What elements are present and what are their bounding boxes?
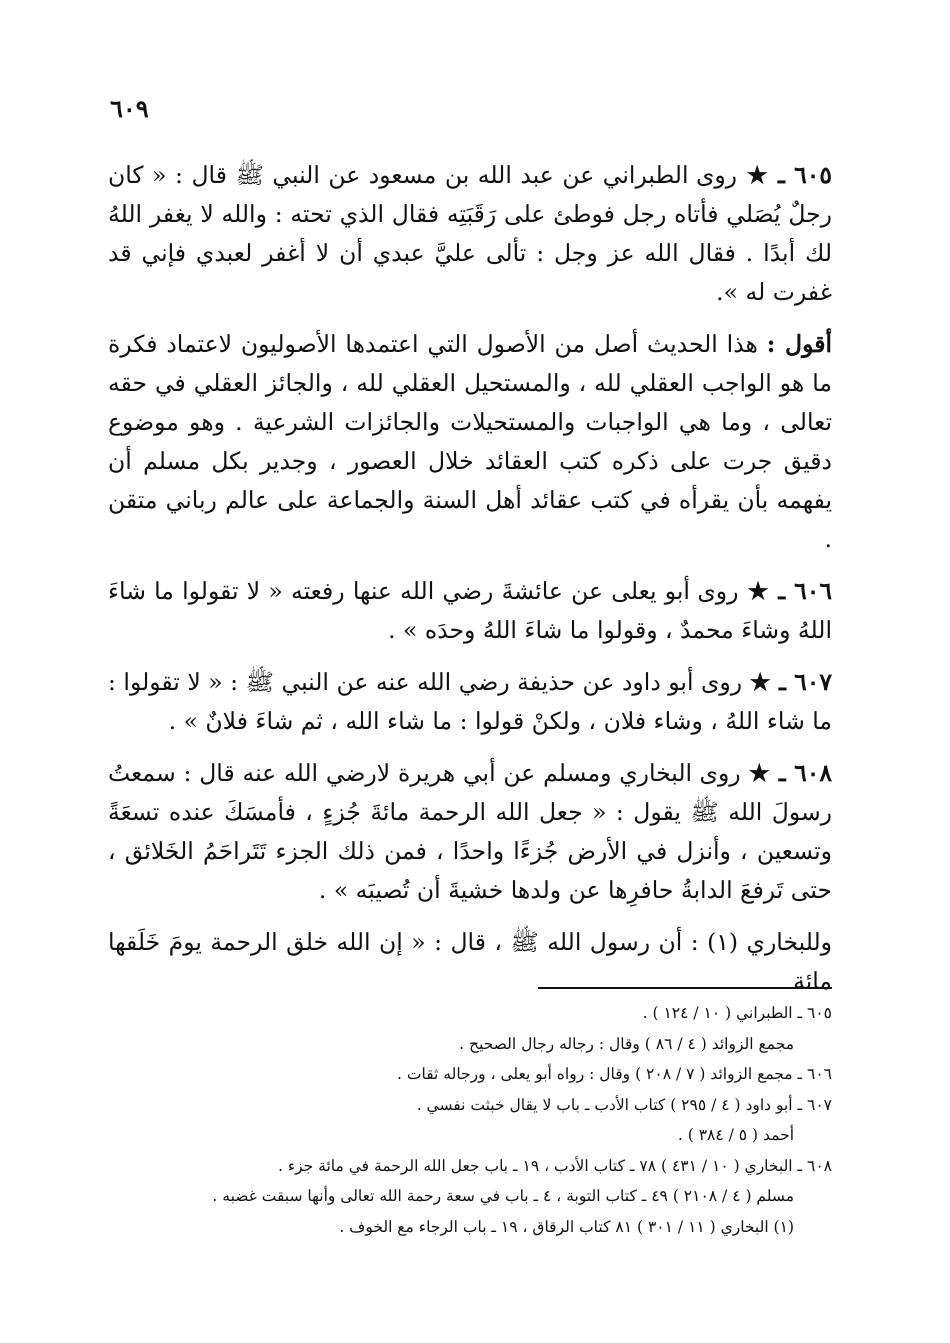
paragraph-text: روى أبو يعلى عن عائشةَ رضي الله عنها رفعته « لا تقولوا ما شاءَ اللهُ وشاءَ محمدٌ ، وقولوا ما شاءَ اللهُ وحدَه » . (108, 577, 832, 644)
paragraph-text: روى الطبراني عن عبد الله بن مسعود عن النبي ﷺ قال : « كان رجلٌ يُصَلي فأتاه رجل فوطئ على رَقَبَتِه فقال الذي تحته : والله لا يغفر اللهُ لك أبدًا . فقال الله عز وجل : تألى عليَّ عبدي أن لا أغفر لعبدي فإني قد غفرت له ». (108, 161, 832, 306)
paragraph-text: وللبخاري (١) : أن رسول الله ﷺ ، قال : « إن الله خلق الرحمة يومَ خَلَقها مائة (108, 928, 832, 995)
main-text (108, 156, 832, 1014)
hadith-number: ٦٠٧ ـ ★ (749, 668, 832, 696)
page-number: ٦٠٩ (110, 94, 149, 123)
paragraph-bukhari (108, 923, 832, 1001)
paragraph-commentary (108, 325, 832, 559)
paragraph-text: هذا الحديث أصل من الأصول التي اعتمدها الأصوليون لاعتماد فكرة ما هو الواجب العقلي لله ، والمستحيل العقلي لله ، والجائز العقلي في حقه تعالى ، وما هي الواجبات والمستحيلات والجائزات الشرعية . وهو موضوع دقيق جرت على ذكره كتب العقائد خلال العصور ، وجدير بكل مسلم أن يفهمه بأن يقرأه في كتب عقائد أهل السنة والجماعة على عالم رباني متقن . (108, 330, 832, 553)
footnote-608-muslim: مسلم ( ٤ / ٢١٠٨ ) ٤٩ ـ كتاب التوبة ، ٤ ـ باب في سعة رحمة الله تعالى وأنها سبقت غضبه . (212, 1187, 794, 1205)
footnote-607: ٦٠٧ ـ أبو داود ( ٤ / ٢٩٥ ) كتاب الأدب ـ باب لا يقال خبثت نفسي . (416, 1095, 832, 1114)
footnote-608: ٦٠٨ ـ البخاري ( ١٠ / ٤٣١ ) ٧٨ ـ كتاب الأدب ، ١٩ ـ باب جعل الله الرحمة في مائة جزء . (277, 1156, 832, 1175)
footnote-606: ٦٠٦ ـ مجمع الزوائد ( ٧ / ٢٠٨ ) وقال : رواه أبو يعلى ، ورجاله ثقات . (397, 1065, 832, 1083)
paragraph-605 (108, 156, 832, 312)
paragraph-text: روى البخاري ومسلم عن أبي هريرة لارضي الله عنه قال : سمعتُ رسولَ الله ﷺ يقول : « جعل الله الرحمة مائةَ جُزءٍ ، فأمسَكَ عنده تسعَةً وتسعين ، وأنزل في الأرض جُزءًا واحدًا ، فمن ذلك الجزء تَتَراحَمُ الخَلائق ، حتى تَرفعَ الدابةُ حافرِها عن ولدها خشيةَ أن تُصيبَه » . (108, 759, 832, 904)
footnote-607-ahmad: أحمد ( ٥ / ٣٨٤ ) . (677, 1126, 794, 1144)
paragraph-608 (108, 754, 832, 910)
footnote-divider (538, 987, 832, 989)
hadith-number: ٦٠٥ ـ ★ (745, 161, 832, 189)
footnotes (150, 998, 832, 1242)
commentary-lead: أقول : (766, 330, 832, 358)
paragraph-607 (108, 663, 832, 741)
footnote-1-bukhari: (١) البخاري ( ١١ / ٣٠١ ) ٨١ كتاب الرقاق ، ١٩ ـ باب الرجاء مع الخوف . (339, 1217, 794, 1236)
footnote-605: ٦٠٥ ـ الطبراني ( ١٠ / ١٢٤ ) . (642, 1004, 832, 1022)
paragraph-606 (108, 572, 832, 650)
hadith-number: ٦٠٨ ـ ★ (748, 759, 832, 787)
footnote-605-zawaid: مجمع الزوائد ( ٤ / ٨٦ ) وقال : رجاله رجال الصحيح . (459, 1034, 794, 1053)
hadith-number: ٦٠٦ ـ ★ (746, 577, 832, 605)
paragraph-text: روى أبو داود عن حذيفة رضي الله عنه عن النبي ﷺ : « لا تقولوا : ما شاء اللهُ ، وشاء فلان ، ولكنْ قولوا : ما شاء الله ، ثم شاءَ فلانٌ » . (108, 668, 832, 735)
